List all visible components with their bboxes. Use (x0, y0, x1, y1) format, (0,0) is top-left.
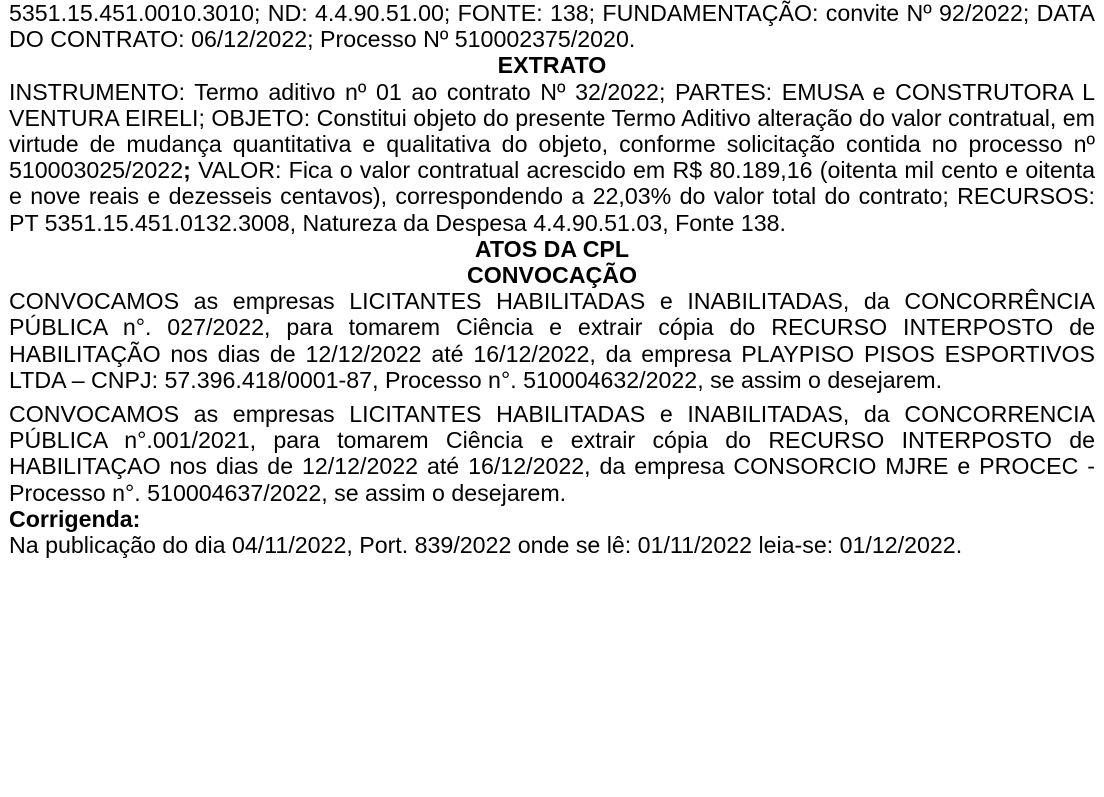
extrato-paragraph (9, 79, 1095, 236)
convocacao-paragraph-2: CONVOCAMOS as empresas LICITANTES HABILITADAS e INABILITADAS, da CONCORRENCIA PÚBLICA n°.001/2021, para tomarem Ciência e extrair cópia do RECURSO INTERPOSTO de HABILITAÇAO nos dias de 12/12/2022 até 16/12/2022, da empresa CONSORCIO MJRE e PROCEC - Processo n°. 510004637/2022, se assim o desejarem. (9, 401, 1095, 506)
extrato-text-part2: VALOR: Fica o valor contratual acrescido em R$ 80.189,16 (oitenta mil cento e oitenta e nove reais e dezesseis centavos), correspondendo a 22,03% do valor total do contrato; RECURSOS: PT 5351.15.451.0132.3008, Natureza da Despesa 4.4.90.51.03, Fonte 138. (9, 157, 1095, 236)
extrato-text-part1: INSTRUMENTO: Termo aditivo nº 01 ao contrato Nº 32/2022; PARTES: EMUSA e CONSTRUTORA L VENTURA EIRELI; OBJETO: Constitui objeto do presente Termo Aditivo alteração do valor contratual, em virtude de mudança quantitativa e qualitativa do objeto, conforme solicitação contida no processo nº 510003025/2022 (9, 78, 1095, 184)
extrato-separator: ; (183, 157, 191, 184)
convocacao-paragraph-1: CONVOCAMOS as empresas LICITANTES HABILITADAS e INABILITADAS, da CONCORRÊNCIA PÚBLICA n°. 027/2022, para tomarem Ciência e extrair cópia do RECURSO INTERPOSTO de HABILITAÇÃO nos dias de 12/12/2022 até 16/12/2022, da empresa PLAYPISO PISOS ESPORTIVOS LTDA – CNPJ: 57.396.418/0001-87, Processo n°. 510004632/2022, se assim o desejarem. (9, 288, 1095, 393)
extrato-heading: EXTRATO (497, 52, 607, 79)
corrigenda-heading: Corrigenda: (9, 505, 141, 532)
intro-paragraph: 5351.15.451.0010.3010; ND: 4.4.90.51.00; FONTE: 138; FUNDAMENTAÇÃO: convite Nº 92/2022; DATA DO CONTRATO: 06/12/2022; Processo Nº 510002375/2020. (9, 0, 1095, 53)
atos-cpl-heading: ATOS DA CPL (474, 235, 630, 262)
convocacao-heading: CONVOCAÇÃO (466, 262, 638, 289)
corrigenda-paragraph: Na publicação do dia 04/11/2022, Port. 839/2022 onde se lê: 01/11/2022 leia-se: 01/12/2022. (9, 532, 963, 559)
